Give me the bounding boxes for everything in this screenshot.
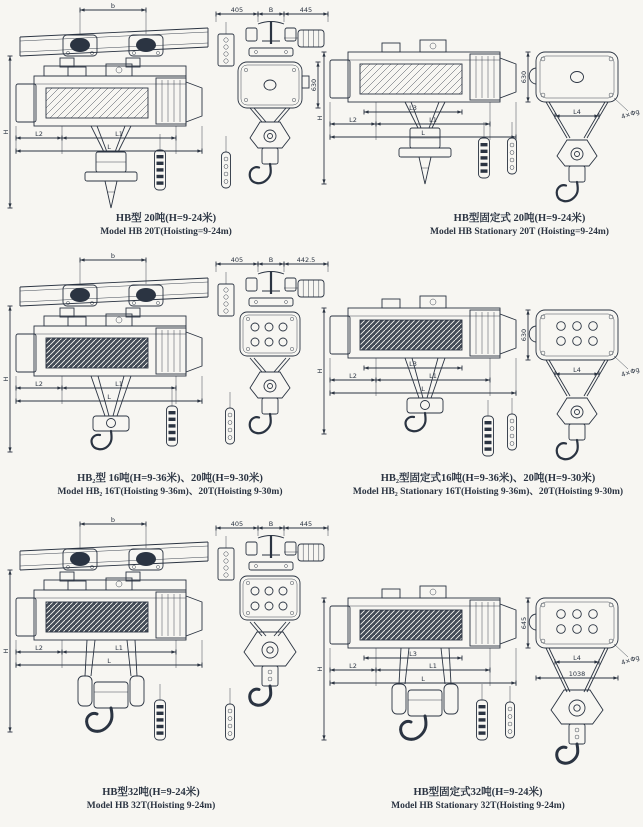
dim-label: L2 xyxy=(35,644,43,652)
caption-en: Model HB₂ 16T(Hoisting 9-36m)、20T(Hoisting 9-30m) xyxy=(57,487,283,498)
caption-zh: HB型 20吨(H=9-24米) xyxy=(115,213,217,224)
dim-label: H xyxy=(316,368,324,374)
figure-caption xyxy=(28,786,274,813)
dim-label: B xyxy=(268,256,274,264)
dim-label: L1 xyxy=(115,130,123,138)
dim-label: 4×Φg xyxy=(620,653,641,667)
dim-label: b xyxy=(110,516,116,524)
dim-label: L2 xyxy=(349,372,357,380)
dim-label: L3 xyxy=(409,650,417,658)
caption-zh: HB型固定式32吨(H=9-24米) xyxy=(413,787,543,798)
caption-en: Model HB₂ Stationary 16T(Hoisting 9-36m)、20T(Hoisting 9-30m) xyxy=(352,487,624,498)
dim-label: L xyxy=(421,675,425,683)
dim-label: 4×Φg xyxy=(620,107,641,121)
caption-en: Model HB 20T(Hoisting=9-24m) xyxy=(100,227,232,238)
dim-label: H xyxy=(316,666,324,672)
figure-hb2-stationary-16t-20t xyxy=(316,296,641,459)
caption-zh: HB型固定式 20吨(H=9-24米) xyxy=(453,213,586,224)
dim-label: H xyxy=(316,115,324,121)
figure-caption xyxy=(396,212,643,239)
caption-en: Model HB Stationary 32T(Hoisting 9-24m) xyxy=(391,801,565,812)
dim-label: L xyxy=(107,657,111,665)
figure-hb-stationary-20t xyxy=(316,40,641,201)
dim-label: 1038 xyxy=(568,670,586,678)
dim-label: b xyxy=(110,252,116,260)
dim-label: L4 xyxy=(573,654,581,662)
dim-label: L1 xyxy=(429,662,437,670)
dim-label: 4×Φg xyxy=(620,365,641,379)
dim-label: L1 xyxy=(429,372,437,380)
dim-label: L xyxy=(421,385,425,393)
dim-label: 645 xyxy=(520,616,528,630)
dim-label: 405 xyxy=(230,256,244,264)
caption-zh: HB型32吨(H=9-24米) xyxy=(102,787,200,798)
dim-label: L xyxy=(421,129,425,137)
figure-hb2-16t-20t xyxy=(2,252,328,452)
dim-label: L2 xyxy=(349,116,357,124)
caption-en: Model HB 32T(Hoisting 9-24m) xyxy=(86,801,216,812)
dim-label: L xyxy=(107,393,111,401)
dim-label: L4 xyxy=(573,108,581,116)
dim-label: L3 xyxy=(409,104,417,112)
figure-hb-stationary-32t xyxy=(316,586,641,763)
figure-caption xyxy=(333,472,643,499)
dim-label: 630 xyxy=(310,78,318,92)
dim-label: 445 xyxy=(299,6,313,14)
dim-label: 445 xyxy=(299,520,313,528)
dim-label: 405 xyxy=(230,6,244,14)
dim-label: L1 xyxy=(429,116,437,124)
caption-zh: HB₂型固定式16吨(H=9-36米)、20吨(H=9-30米) xyxy=(380,473,596,484)
dim-label: L1 xyxy=(115,380,123,388)
figure-caption xyxy=(328,786,628,813)
dim-label: B xyxy=(268,520,274,528)
caption-en: Model HB Stationary 20T (Hoisting=9-24m) xyxy=(430,227,609,238)
figure-hb-20t xyxy=(2,2,328,208)
dim-label: b xyxy=(110,2,116,10)
dim-label: 630 xyxy=(520,70,528,84)
caption-zh: HB₂型 16吨(H=9-36米)、20吨(H=9-30米) xyxy=(77,473,263,484)
dim-label: H xyxy=(2,376,10,382)
dim-label: L2 xyxy=(35,130,43,138)
dim-label: L4 xyxy=(573,366,581,374)
figure-caption xyxy=(36,212,296,239)
figure-hb-32t xyxy=(2,516,328,740)
dim-label: L1 xyxy=(115,644,123,652)
dim-label: 630 xyxy=(520,328,528,342)
dim-label: H xyxy=(2,129,10,135)
dim-label: L2 xyxy=(35,380,43,388)
figure-caption xyxy=(26,472,314,499)
dim-label: 442.5 xyxy=(296,256,316,264)
dim-label: L3 xyxy=(409,360,417,368)
dim-label: L2 xyxy=(349,662,357,670)
dim-label: H xyxy=(2,648,10,654)
dim-label: B xyxy=(268,6,274,14)
dim-label: 405 xyxy=(230,520,244,528)
dim-label: L xyxy=(107,143,111,151)
